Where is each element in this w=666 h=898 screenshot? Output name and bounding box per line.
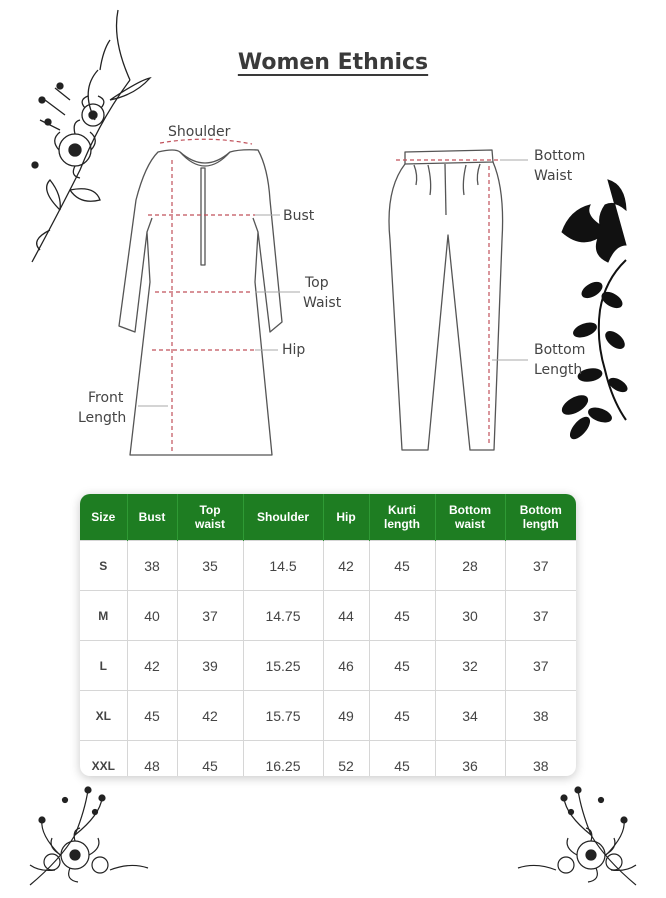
table-cell: 38 xyxy=(127,541,177,591)
table-cell: 28 xyxy=(435,541,505,591)
size-cell: L xyxy=(80,641,127,691)
table-cell: 30 xyxy=(435,591,505,641)
table-row xyxy=(80,641,576,691)
table-cell: 49 xyxy=(323,691,369,741)
table-cell: 14.75 xyxy=(243,591,323,641)
size-cell: XXL xyxy=(80,741,127,777)
page-title: Women Ethnics xyxy=(237,50,429,75)
wildflower-icon xyxy=(518,787,636,885)
table-cell: 45 xyxy=(369,641,435,691)
size-cell: XL xyxy=(80,691,127,741)
table-row xyxy=(80,691,576,741)
table-cell: 39 xyxy=(177,641,243,691)
size-cell: M xyxy=(80,591,127,641)
table-cell: 37 xyxy=(505,591,576,641)
wildflower-icon xyxy=(30,787,148,885)
table-cell: 34 xyxy=(435,691,505,741)
hip-label: Hip xyxy=(282,342,306,358)
table-cell: 32 xyxy=(435,641,505,691)
size-cell: S xyxy=(80,541,127,591)
table-row xyxy=(80,541,576,591)
column-header: Kurti length xyxy=(369,494,435,541)
table-cell: 38 xyxy=(505,741,576,777)
column-header: Shoulder xyxy=(243,494,323,541)
shoulder-label: Shoulder xyxy=(168,124,231,140)
column-header: Bottom length xyxy=(505,494,576,541)
table-cell: 42 xyxy=(127,641,177,691)
column-header: Size xyxy=(80,494,127,541)
table-cell: 46 xyxy=(323,641,369,691)
table-cell: 35 xyxy=(177,541,243,591)
bottom-length-label-line2: Length xyxy=(534,362,583,378)
table-cell: 45 xyxy=(177,741,243,777)
front-length-label-line2: Length xyxy=(78,410,127,426)
bottom-length-label-line1: Bottom xyxy=(534,342,586,358)
table-cell: 44 xyxy=(323,591,369,641)
front-length-label-line1: Front xyxy=(88,390,124,406)
column-header: Bust xyxy=(127,494,177,541)
size-chart-table xyxy=(80,494,576,776)
table-row xyxy=(80,591,576,641)
table-cell: 40 xyxy=(127,591,177,641)
column-header: Hip xyxy=(323,494,369,541)
table-cell: 45 xyxy=(369,691,435,741)
table-cell: 45 xyxy=(127,691,177,741)
top-waist-label-line2: Waist xyxy=(303,295,342,311)
table-row xyxy=(80,741,576,777)
table-header-row xyxy=(80,494,576,541)
pant-measure-lines-icon xyxy=(396,160,500,446)
table-cell: 15.75 xyxy=(243,691,323,741)
column-header: Bottom waist xyxy=(435,494,505,541)
table-cell: 45 xyxy=(369,741,435,777)
table-cell: 42 xyxy=(177,691,243,741)
hibiscus-branch-icon xyxy=(559,180,629,442)
top-waist-label-line1: Top xyxy=(305,275,329,291)
table-cell: 42 xyxy=(323,541,369,591)
bottom-waist-label-line2: Waist xyxy=(534,168,573,184)
column-header: Top waist xyxy=(177,494,243,541)
table-cell: 14.5 xyxy=(243,541,323,591)
table-cell: 37 xyxy=(177,591,243,641)
table-cell: 38 xyxy=(505,691,576,741)
table-cell: 16.25 xyxy=(243,741,323,777)
table-cell: 15.25 xyxy=(243,641,323,691)
table-cell: 52 xyxy=(323,741,369,777)
kurti-outline-icon xyxy=(119,150,282,455)
table-cell: 36 xyxy=(435,741,505,777)
table-cell: 45 xyxy=(369,541,435,591)
table-cell: 45 xyxy=(369,591,435,641)
bottom-waist-label-line1: Bottom xyxy=(534,148,586,164)
pant-outline-icon xyxy=(389,150,503,450)
bust-label: Bust xyxy=(283,208,315,224)
table-cell: 48 xyxy=(127,741,177,777)
table-cell: 37 xyxy=(505,541,576,591)
table-cell: 37 xyxy=(505,641,576,691)
